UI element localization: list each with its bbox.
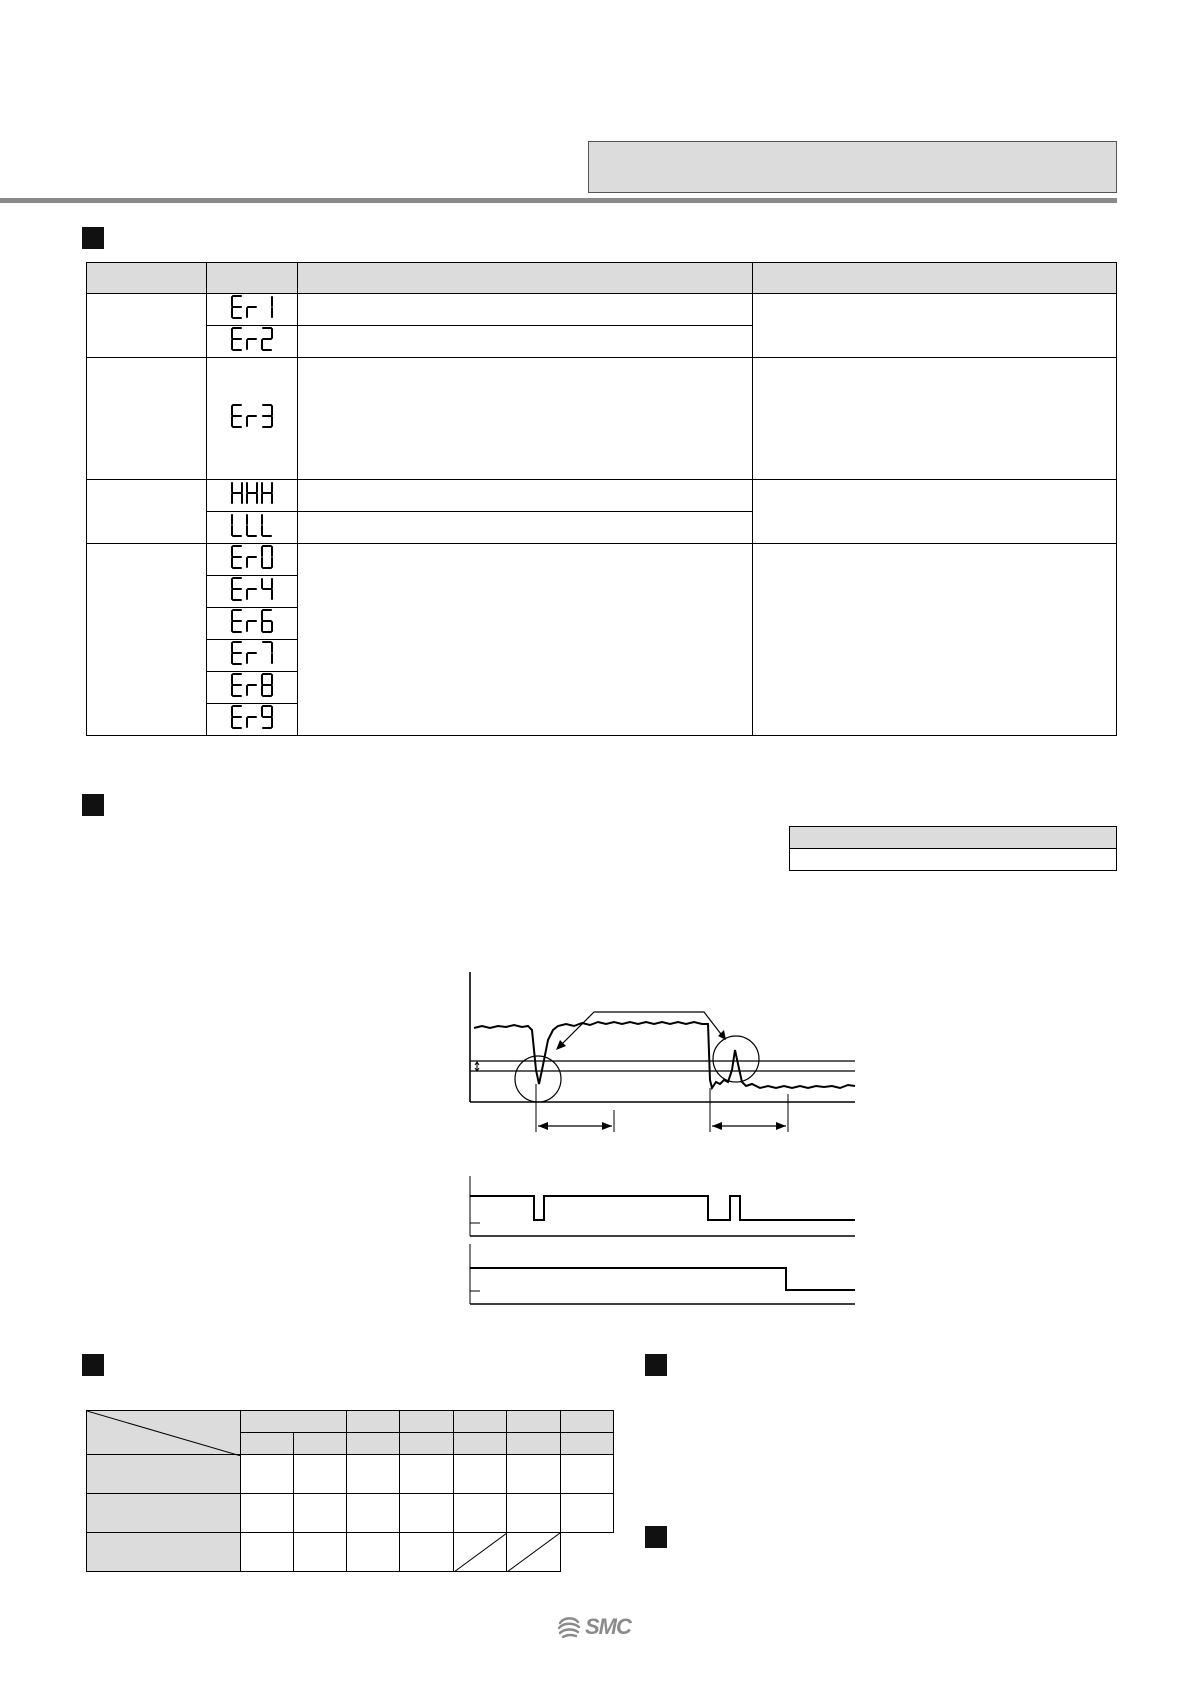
seg-display	[228, 403, 276, 429]
seg-display	[228, 672, 276, 698]
setting-mini-table	[789, 826, 1117, 871]
smc-logo	[556, 1612, 640, 1642]
section-marker-error-table	[82, 227, 104, 249]
seg-display	[228, 640, 276, 666]
spec-table	[86, 1410, 614, 1572]
section-marker-chattering	[82, 794, 104, 816]
smc-logo-swirl-icon	[556, 1614, 582, 1640]
not-applicable-slash	[454, 1533, 507, 1572]
seg-display	[228, 608, 276, 634]
table-row	[87, 1533, 614, 1572]
section-marker-right-1	[645, 1354, 667, 1376]
table-row	[87, 294, 1117, 326]
output-without-delay	[470, 1196, 855, 1220]
header-rule	[0, 198, 1117, 203]
diagonal-corner-line	[87, 1411, 241, 1456]
table-row	[87, 480, 1117, 512]
seg-display	[228, 294, 276, 320]
table-row	[87, 544, 1117, 576]
seg-display	[228, 544, 276, 570]
section-marker-right-2	[645, 1526, 667, 1548]
seg-display	[228, 576, 276, 602]
output-timing-diagram	[460, 1172, 860, 1312]
error-code-table	[86, 262, 1117, 736]
seg-display	[228, 704, 276, 730]
not-applicable-slash	[507, 1533, 560, 1572]
section-marker-spec-table	[82, 1354, 104, 1376]
error-table-header-row	[87, 263, 1117, 294]
seg-display	[228, 326, 276, 352]
pressure-waveform-diagram	[460, 968, 860, 1138]
smc-logo-text: SMC	[585, 1614, 631, 1639]
seg-display	[228, 512, 276, 538]
output-with-delay	[470, 1268, 855, 1290]
callout-lines	[558, 1012, 724, 1048]
table-row	[87, 1455, 614, 1494]
table-row	[87, 358, 1117, 480]
pressure-waveform	[474, 1022, 855, 1088]
header-title-box	[588, 141, 1117, 193]
table-row	[87, 1494, 614, 1533]
seg-display	[228, 480, 276, 506]
